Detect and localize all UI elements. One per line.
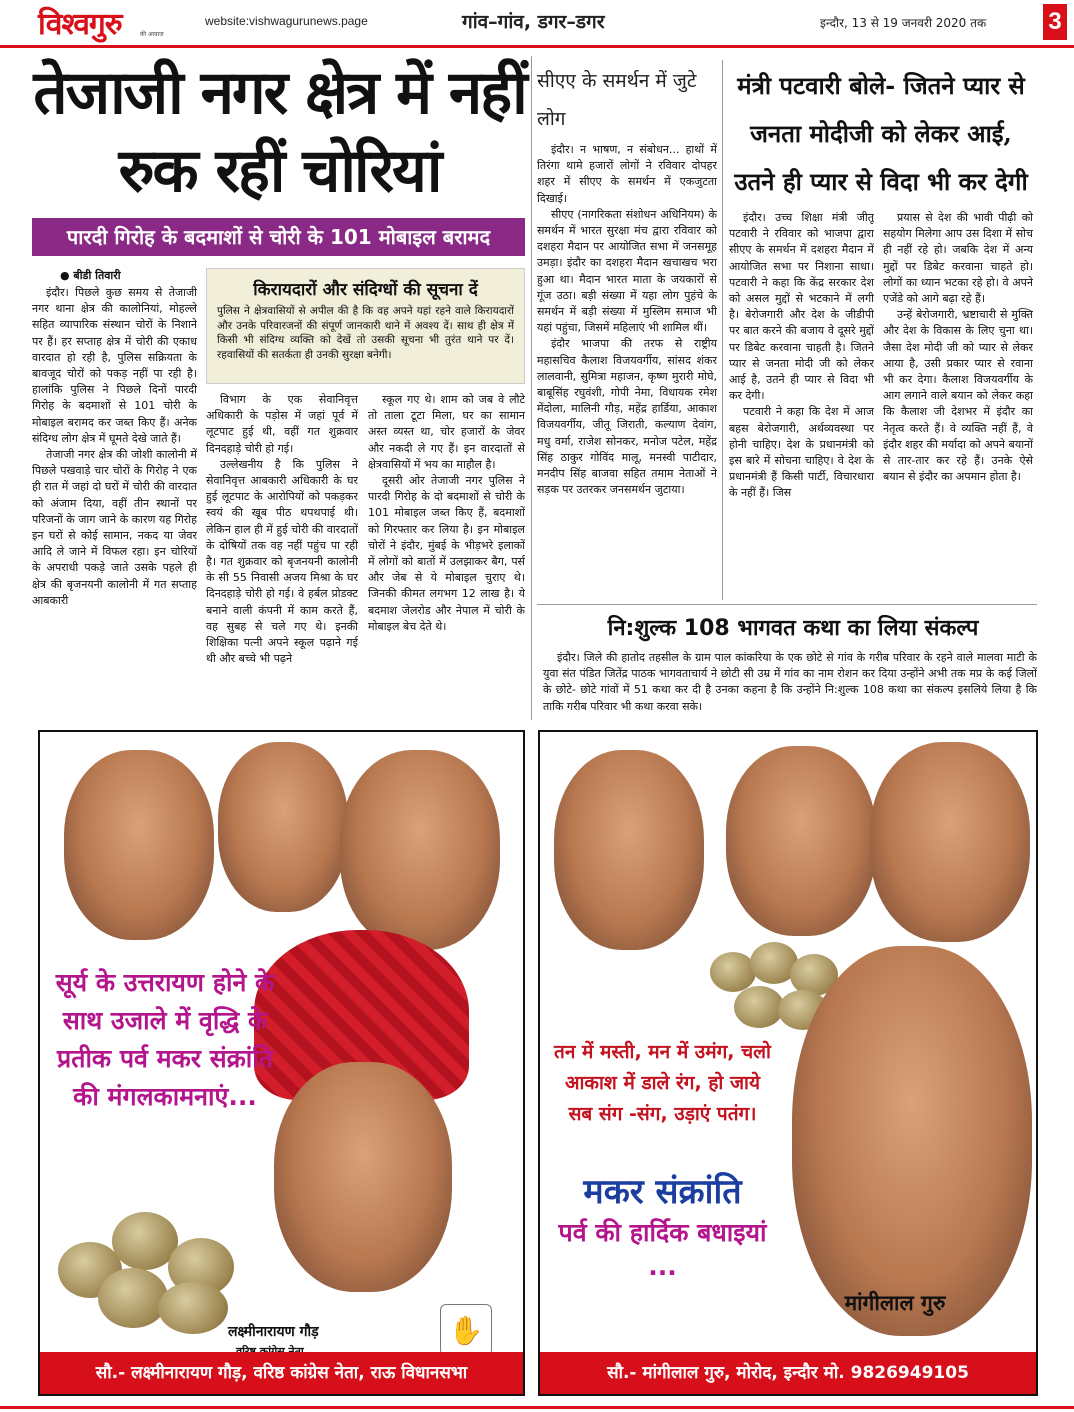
- festival-message: सूर्य के उत्तरायण होने के साथ उजाले में वृद्धि के प्रतीक पर्व मकर संक्रांति की मंगलकामनाएं...: [55, 968, 275, 1111]
- advisory-box: [206, 268, 525, 384]
- paragraph: प्रयास से देश की भावी पीढ़ी को सहयोग मिलेगा आप उस दिशा में सोच ही नहीं रहे हो। जबकि देश में अन्य मुद्दों पर डिबेट करवाना चाहते हो। लोगों का ध्यान भटका रहे हो। वे अपने एजेंडे को आगे बढ़ा रहे हैं।: [883, 211, 1033, 306]
- section-divider: [537, 604, 1037, 605]
- paragraph: इंदौर। उच्च शिक्षा मंत्री जीतू पटवारी ने रविवार को भाजपा द्वारा सीएए के समर्थन में दशहरा मैदान में आयोजित सभा पर निशाना साधा। पटवारी ने कहा कि केंद्र सरकार देश को असल मुद्दों से भटकाने में लगी है। बेरोजगारी और देश के जीडीपी पर बात करने की बजाय वे दूसरे मुद्दों पर डिबेट करवाना चाहती है। जितने प्यार से जनता मोदी जी को लेकर आई है, उतने ही प्यार से विदा भी कर देगी।: [729, 211, 874, 403]
- paragraph: इंदौर। पिछले कुछ समय से तेजाजी नगर थाना क्षेत्र की कालोनियां, मोहल्ले सहित व्यापारिक संस्थान चोरों के निशाने पर हैं। हर सप्ताह क्षेत्र में चोरी की एकाध वारदात हो रही है, पुलिस सक्रियता के बावजूद चोरों को पकड़ नहीं पा रही है। हालांकि पुलिस ने पिछले दिनों पारदी गिरोह के बदमाशों से 101 चोरी के मोबाइल बरामद कर जब्त किए हैं। अनेक संदिग्ध लोग क्षेत्र में घूमते देखे जाते हैं।: [32, 286, 197, 445]
- website-url: website:vishwagurunews.page: [205, 14, 368, 28]
- patwari-headline: मंत्री पटवारी बोले- जितने प्यार से जनता मोदीजी को लेकर आई, उतने ही प्यार से विदा भी कर देगी: [734, 71, 1028, 196]
- portrait-photo: [274, 1062, 452, 1292]
- lead-column-3: [368, 392, 525, 722]
- lead-subheadline: पारदी गिरोह के बदमाशों से चोरी के 101 मोबाइल बरामद: [32, 218, 525, 256]
- paragraph: तेजाजी नगर क्षेत्र की जोशी कालोनी में पिछले पखवाड़े चार चोरों के गिरोह ने एक ही रात में जहां दो घरों में चोरी की वारदात को अंजाम दिया, वहीं तीन स्थानों पर परिजनों के जाग जाने के कारण यह गिरोह इन घरों से कोई सामान, नकद या जेवर आदि ले जाने में विफल रहा। इन चोरियों के अपराधी पकड़े जाते उसके पहले ही क्षेत्र की बृजनयनी कालोनी में गत सप्ताह आबकारी: [32, 448, 197, 607]
- portrait-photo: [870, 742, 1030, 942]
- logo-tagline: की आवाज: [140, 31, 164, 38]
- lead-column-1: [32, 285, 197, 723]
- paragraph: पटवारी ने कहा कि देश में आज बहस बेरोजगारी, अर्थव्यवस्था पर होनी चाहिए। देश के प्रधानमंत्री को इस बारे में सोचना चाहिए। वे देश के प्रधानमंत्री हैं किसी पार्टी, विचारधारा के नहीं हैं। जिस: [729, 405, 874, 500]
- paragraph: उन्हें बेरोजगारी, भ्रष्टाचारी से मुक्ति और देश के विकास के लिए चुना था। जैसा देश मोदी जी को प्यार से लेकर आया है, उसी प्रकार प्यार से रवाना भी कर देगा। कैलाश विजयवर्गीय के आग लगाने वाले बयान को लेकर कहा कि कैलाश जी देशभर में इंदौर का नेतृत्व करते हैं। वे व्यक्ति नहीं हैं, वे इंदौर शहर की मर्यादा को अपने बयानों से तार-तार कर रहे हैं। उनके ऐसे बयान से इंदौर का अपमान होता है।: [883, 308, 1033, 484]
- ad-footer: सौ.- लक्ष्मीनारायण गौड़, वरिष्ठ कांग्रेस नेता, राऊ विधानसभा: [40, 1352, 523, 1394]
- ad-footer: सौ.- मांगीलाल गुरु, मोरोद, इन्दौर मो. 9826949105: [540, 1352, 1036, 1394]
- section-name: गांव–गांव, डगर–डगर: [462, 11, 605, 33]
- page-number: 3: [1043, 4, 1067, 40]
- page-bottom-rule: [0, 1406, 1074, 1409]
- advertisement-left: [38, 730, 525, 1396]
- festival-name: मकर संक्रांति: [583, 1172, 742, 1212]
- bhagwat-headline: नि:शुल्क 108 भागवत कथा का लिया संकल्प: [607, 616, 979, 641]
- caa-headline: सीएए के समर्थन में जुटे लोग: [537, 70, 697, 130]
- portrait-photo: [340, 750, 500, 950]
- festival-poem: तन में मस्ती, मन में उमंग, चलो आकाश में डाले रंग, हो जाये सब संग -संग, उड़ाएं पतंग।: [554, 1041, 771, 1125]
- sweets-graphic: [58, 1202, 238, 1332]
- advertisement-right: [538, 730, 1038, 1396]
- column-divider: [722, 60, 723, 600]
- congress-hand-icon: ✋: [440, 1304, 492, 1356]
- lead-headline: तेजाजी नगर क्षेत्र में नहीं रुक रहीं चोरियां: [33, 58, 526, 206]
- patwari-column-1: [729, 210, 874, 600]
- paragraph: इंदौर। न भाषण, न संबोधन... हाथों में तिरंगा थामे हजारों लोगों ने रविवार दोपहर शहर में सीएए के समर्थन में एकजुटता दिखाई।: [537, 143, 717, 205]
- paragraph: स्कूल गए थे। शाम को जब वे लौटे तो ताला टूटा मिला, घर का सामान अस्त व्यस्त था, चोर हजारों के जेवर और नकदी ले गए हैं। इन वारदातों से क्षेत्रवासियों में भय का माहौल है।: [368, 393, 525, 471]
- advisory-title: किरायदारों और संदिग्धों की सूचना दें: [253, 280, 478, 300]
- issue-date: इन्दौर, 13 से 19 जनवरी 2020 तक: [820, 16, 987, 30]
- paragraph: इंदौर। जिले की हातोद तहसील के ग्राम पाल कांकरिया के एक छोटे से गांव के गरीब परिवार के रहने वाले मालवा माटी के युवा संत पंडित जितेंद्र पाठक भागवताचार्य ने छोटी सी उम्र में गांव का नाम रोशन कर दिया उन्होंने अभी तक मप्र के कई जिलों के छोटे- छोटे गांवों में 51 कथा कर दी है उनका कहना है कि उन्होंने नि:शुल्क 108 कथा का संकल्प इसलिये लिया है कि ताकि गरीब परिवार भी कथा करवा सके।: [543, 651, 1037, 713]
- paragraph: इंदौर भाजपा की तरफ से राष्ट्रीय महासचिव कैलाश विजयवर्गीय, सांसद शंकर लालवानी, सुमित्रा महाजन, कृष्ण मुरारी मोघे, बाबूसिंह रघुवंशी, गोपी नेमा, विधायक रमेश मेंदोला, मालिनी गौड़, महेंद्र हार्डिया, आकाश विजयवर्गीय, जीतू जिराती, कल्याण देवांग, मधु वर्मा, राजेश सोनकर, मनोज पटेल, महेंद्र सिंह ठाकुर गोविंद मालू, मनस्वी पाटीदार, मनदीप सिंह बाजवा सहित तमाम नेताओं ने सड़क पर उतरकर जनसमर्थन जुटाया।: [537, 337, 717, 497]
- masthead: [0, 0, 1074, 48]
- paragraph: सीएए (नागरिकता संशोधन अधिनियम) के समर्थन में भारत सुरक्षा मंच द्वारा रविवार को दशहरा मैदान पर आयोजित सभा में जनसमूह उमड़ा। इंदौर का दशहरा मैदान खचाखच भरा हुआ था। मैदान भारत माता के जयकारों से गूंज उठा। बड़ी संख्या में यहा लोग पुहंचे के समर्थन में बड़ी संख्या में मुस्लिम समाज भी यहां पहुंचा, जिसमें महिलाएं भी शामिल थीं।: [537, 207, 717, 335]
- portrait-photo: [218, 742, 348, 912]
- column-divider: [531, 56, 532, 720]
- byline: ● बीडी तिवारी: [60, 269, 121, 282]
- advertiser-name: मांगीलाल गुरु: [844, 1291, 946, 1315]
- advisory-body: पुलिस ने क्षेत्रवासियों से अपील की है कि वह अपने यहां रहने वाले किरायदारों और उनके परिवारजनों की संपूर्ण जानकारी थाने में अवश्य दें। साथ ही क्षेत्र में किसी भी संदिग्ध व्यक्ति को देखें तो उसकी सूचना भी तुरंत थाने पर दें। रहवासियों की सतर्कता ही उनकी सुरक्षा बनेगी।: [217, 305, 514, 361]
- advertiser-name: लक्ष्मीनारायण गौड़: [228, 1324, 319, 1340]
- newspaper-logo: विश्वगुरु: [38, 7, 122, 42]
- lead-column-2: [206, 392, 358, 722]
- caa-body: [537, 142, 717, 600]
- portrait-photo: [792, 946, 1032, 1336]
- portrait-photo: [726, 746, 876, 936]
- portrait-photo: [554, 750, 704, 950]
- patwari-column-2: [883, 210, 1033, 600]
- paragraph: दूसरी ओर तेजाजी नगर पुलिस ने पारदी गिरोह के दो बदमाशों से चोरी के 101 मोबाइल जब्त किए हैं, बदमाशों को गिरफ्तार कर लिया है। इन मोबाइल चोरों ने इंदौर, मुंबई के भीड़भरे इलाकों में लोगों को बातों में उलझाकर बैग, पर्स और जेब से ये मोबाइल चुराए थे। जिनकी कीमत लगभग 12 लाख है। ये बदमाश जेलरोड और नेपाल में चोरी के मोबाइल बेच देते थे।: [368, 474, 525, 633]
- bhagwat-body: [543, 650, 1037, 720]
- festival-greeting: पर्व की हार्दिक बधाइयां ...: [558, 1218, 767, 1281]
- paragraph: उल्लेखनीय है कि पुलिस ने सेवानिवृत्त आबकारी अधिकारी के घर हुई लूटपाट के आरोपियों को पकड़कर स्वयं की खूब पीठ थपथपाई थी। लेकिन हाल ही में हुई चोरी की वारदातों के दोषियों तक वह नहीं पहुंच पा रही है। गत शुक्रवार को बृजनयनी कालोनी के सी 55 निवासी अजय मिश्रा के घर दिनदहाड़े चोरी हो गई। वे हर्बल प्रोडक्ट बनाने वाली कंपनी में काम करते हैं, वह सुबह से चले गए थे। इनकी शिक्षिका पत्नी अपने स्कूल पढ़ाने गई थी और बच्चे भी पढ़ने: [206, 457, 358, 666]
- paragraph: विभाग के एक सेवानिवृत्त अधिकारी के पड़ोस में जहां पूर्व में लूटपाट हुई थी, वहीं गत शुक्रवार दिनदहाड़े चोरी हो गई।: [206, 393, 358, 455]
- portrait-photo: [64, 750, 214, 940]
